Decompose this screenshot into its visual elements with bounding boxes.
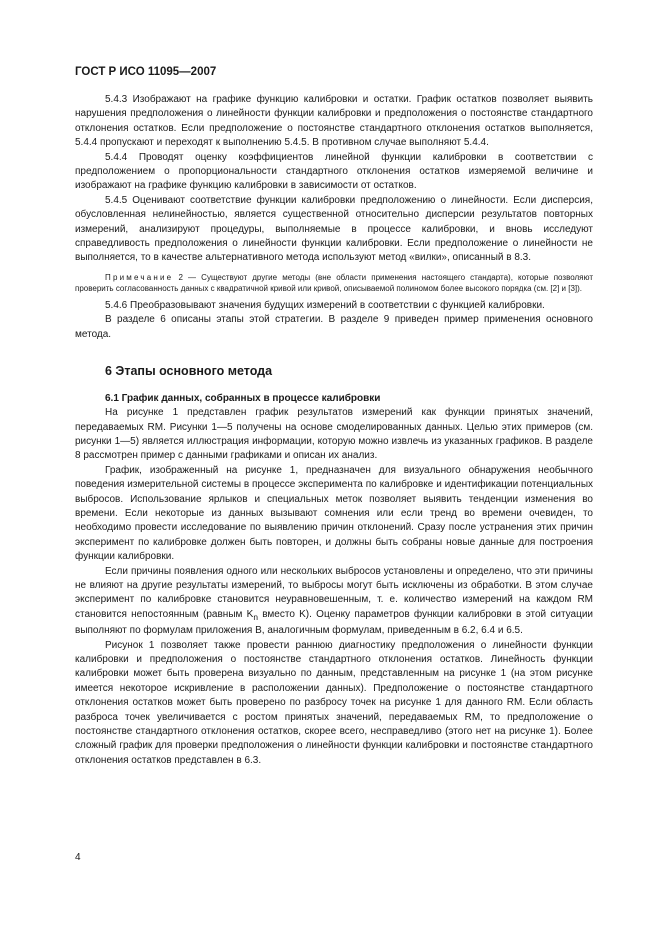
paragraph-5-4-5: 5.4.5 Оценивают соответствие функции калибровки предположению о линейности. Если дисперсия, обусловленная нелинейностью, является существенной относительно дисперсии результатов повторных измерений, анализируют процедуры, выполняемые в процессе калибровки, и вновь исследуют справедливость предположения о линейности функции калибровки. Если предположение о линейности не выполняется, то в качестве альтернативного метода используют метод «вилки», описанный в 8.3.	[75, 194, 593, 264]
paragraph-5-4-3: 5.4.3 Изображают на графике функцию калибровки и остатки. График остатков позволяет выявить нарушения предположения о линейности функции калибровки и предположения о постоянстве стандартного отклонения остатков. Если предположение о постоянстве стандартного отклонения остатков выполняется, 5.4.4 пропускают и переходят к выполнению 5.4.5. В противном случае выполняют 5.4.4.	[75, 94, 593, 149]
paragraph-strategy-summary: В разделе 6 описаны этапы этой стратегии. В разделе 9 приведен пример применения основного метода.	[75, 314, 593, 340]
paragraph-5-4-4: 5.4.4 Проводят оценку коэффициентов линейной функции калибровки в соответствии с предположением о пропорциональности стандартного отклонения остатков измеряемой величине и изображают на графике функцию калибровки в зависимости от остатков.	[75, 151, 593, 192]
page-content	[75, 93, 593, 768]
subscript-n: n	[253, 611, 258, 622]
note-2	[75, 272, 593, 295]
paragraph-6-1-b: График, изображенный на рисунке 1, предназначен для визуального обнаружения необычного поведения измерительной системы в процессе эксперимента по калибровке и идентификации потенциальных выбросов. Использование ярлыков и специальных меток позволяет выявить тенденции изменения во времени. Если некоторые из данных вызывают сомнения или если тренд во времени очевиден, то необходимо провести исследование по выявлению причин отклонений. Сразу после устранения этих причин эксперимент по калибровке должен быть повторен, и должны быть собраны новые данные для построения функции калибровки.	[75, 464, 593, 563]
note-text: 2 — Существуют другие методы (вне области применения настоящего стандарта), которые позволяют проверить согласованность данных с квадратичной кривой или кривой, описываемой полиномом более высокого порядка (см. [2] и [3]).	[75, 272, 593, 294]
section-6-heading: 6 Этапы основного метода	[105, 364, 273, 379]
page-number: 4	[75, 852, 81, 863]
paragraph-6-1-a: На рисунке 1 представлен график результатов измерений как функции принятых значений, передаваемых RM. Рисунки 1—5 получены на основе смоделированных данных. Целью этих примеров (см. рисунки 1—5) является иллюстрация информации, которую можно извлечь из указанных графиков. В разделе 8 рассмотрен пример с данными графиками и описан их анализ.	[75, 407, 593, 462]
paragraph-6-1-c-part1: Если причины появления одного или нескольких выбросов установлены и определено, что эти причины не влияют на другие результаты измерений, то выбросы могут быть исключены из обработки. В этом случае эксперимент по калибровке становится неуравновешенным, т. е. количество измерений на каждом RM становится непостоянным (равным K	[75, 565, 593, 620]
note-label: Примечание	[105, 272, 174, 282]
subsection-6-1-heading: 6.1 График данных, собранных в процессе калибровки	[105, 392, 381, 404]
document-header: ГОСТ Р ИСО 11095—2007	[75, 66, 217, 78]
paragraph-5-4-6: 5.4.6 Преобразовывают значения будущих измерений в соответствии с функцией калибровки.	[105, 300, 545, 312]
paragraph-6-1-c	[75, 565, 593, 639]
paragraph-6-1-d: Рисунок 1 позволяет также провести раннюю диагностику предположения о линейности функции калибровки и предположения о постоянстве стандартного отклонения остатков. Линейность функции калибровки может быть проверена визуально по данным, представленным на рисунке 1 (на этом рисунке имеется некоторое искривление в расположении данных). Предположение о постоянстве стандартного отклонения остатков может быть проверено по разбросу точек на рисунке 1 для данного RM. Если область разброса точек увеличивается с ростом принятых значений, передаваемых RM, то предположение о постоянстве стандартного отклонения остатков, скорее всего, несправедливо (этого нет на рисунке 1). Более сложный график для проверки предположения о линейности функции калибровки и постоянстве стандартного отклонения остатков представлен в 6.3.	[75, 639, 593, 766]
paragraph-6-1-c-part2: вместо K). Оценку параметров функции калибровки в этой ситуации выполняют по формулам приложения В, аналогичным формулам, приведенным в 6.2, 6.4 и 6.5.	[75, 608, 593, 637]
